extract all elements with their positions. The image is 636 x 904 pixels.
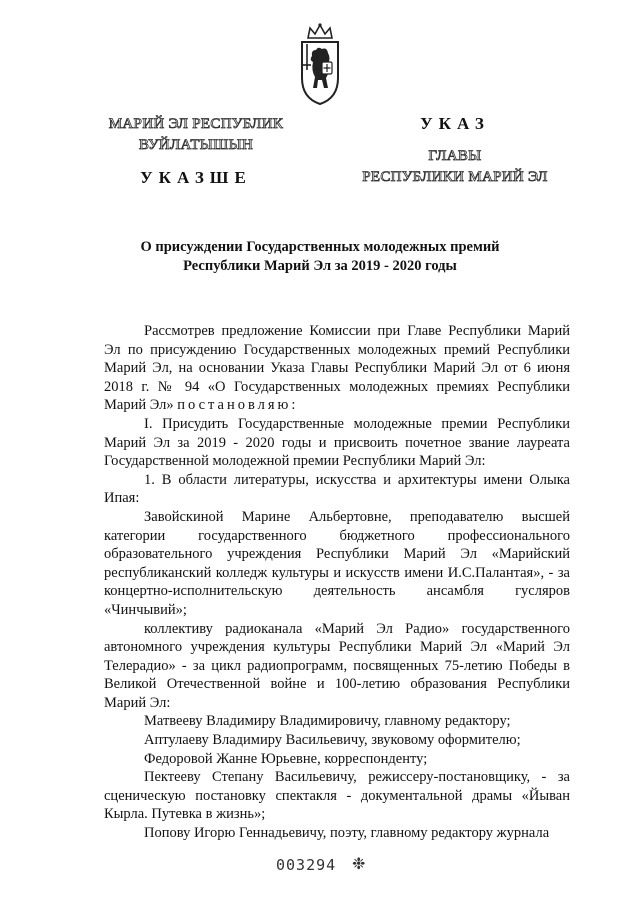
paragraph-3: Завойскиной Марине Альбертовне, преподавателю высшей категории государственного бюджетного профессионального образовательного учреждения Республики Марий Эл «Марийский республиканский колледж культуры и искусств имени И.С.Палантая», - за концертно-исполнительскую деятельность ансамбля гусляров «Чинчывий»;	[104, 508, 570, 618]
header-right-title: УКАЗ	[420, 114, 490, 133]
document-title-line1: О присуждении Государственных молодежных премий	[140, 239, 500, 255]
header-left-line1: МАРИЙ ЭЛ РЕСПУБЛИК	[108, 116, 284, 132]
serial-number: 003294	[276, 856, 337, 874]
decree-word: постановляю:	[177, 397, 299, 414]
header-right-line1: ГЛАВЫ	[428, 148, 482, 164]
mari-el-coat-of-arms-icon	[298, 22, 342, 106]
header-right-line2: РЕСПУБЛИКИ МАРИЙ ЭЛ	[362, 169, 548, 185]
paragraph-7: Федоровой Жанне Юрьевне, корреспонденту;	[144, 750, 428, 767]
header-left-line2: ВУЙЛАТЫШЫН	[138, 137, 254, 153]
header-left-title: УКАЗШЕ	[140, 168, 252, 187]
document-body	[104, 322, 570, 843]
snowflake-mark-icon: ❉	[352, 854, 366, 873]
header-left	[96, 116, 296, 188]
document-title-line2: Республики Марий Эл за 2019 - 2020 годы	[183, 258, 457, 274]
paragraph-1: I. Присудить Государственные молодежные премии Республики Марий Эл за 2019 - 2020 годы и присвоить почетное звание лауреата Государственной молодежной премии Республики Марий Эл:	[104, 415, 570, 470]
paragraph-9: Попову Игорю Геннадьевичу, поэту, главному редактору журнала	[144, 825, 550, 842]
header-right	[340, 114, 570, 186]
paragraph-2: 1. В области литературы, искусства и архитектуры имени Олыка Ипая:	[104, 471, 570, 507]
intro-paragraph	[104, 322, 570, 415]
document-title	[110, 238, 530, 276]
paragraph-4: коллективу радиоканала «Марий Эл Радио» государственного автономного учреждения культуры Республики Марий Эл «Марий Эл Телерадио» - за цикл радиопрограмм, посвященных 75-летию Победы в Великой Отечественной войне и 100-летию образования Республики Марий Эл:	[104, 620, 570, 711]
paragraph-5: Матвееву Владимиру Владимировичу, главному редактору;	[144, 713, 511, 730]
paragraph-6: Аптулаеву Владимиру Васильевичу, звуковому оформителю;	[144, 732, 521, 749]
paragraph-8: Пектееву Степану Васильевичу, режиссеру-постановщику, - за сценическую постановку спектакля - документальной драмы «Йыван Кырла. Путевка в жизнь»;	[104, 769, 570, 823]
intro-text: Рассмотрев предложение Комиссии при Главе Республики Марий Эл по присуждению Государственных молодежных премий Республики Марий Эл, на основании Указа Главы Республики Марий Эл от 6 июня 2018 г. № 94 «О Государственных молодежных премиях Республики Марий Эл»	[104, 323, 570, 414]
